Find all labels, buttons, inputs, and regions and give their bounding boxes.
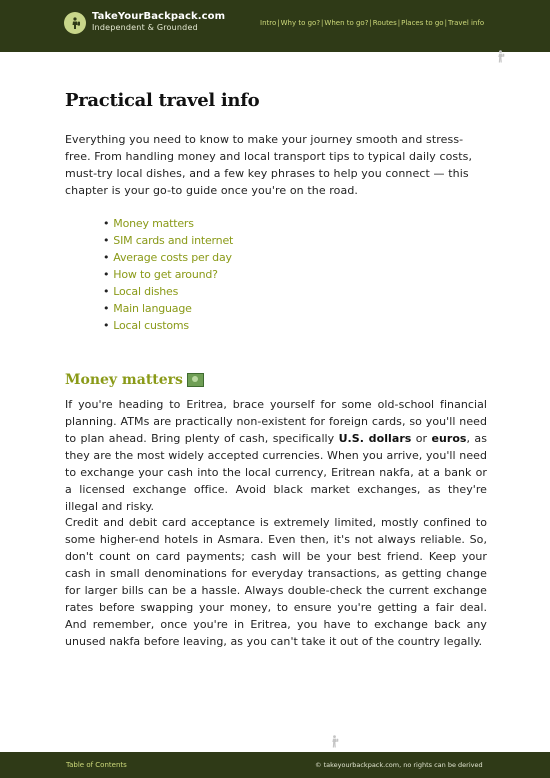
hiker-icon	[496, 48, 505, 67]
chapter-contents-list	[103, 215, 233, 334]
copyright-notice: © takeyourbackpack.com, no rights can be derived	[315, 761, 483, 769]
euro-highlight: euros	[431, 432, 467, 445]
money-paragraph-1-text-b: , as they are the most widely accepted currencies. When you arrive, you'll need to exchange your cash into the local currency, Eritrean nakfa, at a bank or a licensed exchange office. Avoid black market exchanges, as they're illegal and risky.	[65, 432, 487, 513]
nav-intro[interactable]: Intro	[260, 19, 277, 27]
nav-why-to-go[interactable]: Why to go?	[280, 19, 321, 27]
page-footer	[0, 752, 550, 778]
money-matters-heading-text: Money matters	[65, 372, 183, 388]
table-of-contents-link[interactable]: Table of Contents	[66, 761, 127, 769]
toc-item-get-around	[103, 266, 233, 283]
nav-travel-info[interactable]: Travel info	[447, 19, 485, 27]
money-paragraph-1	[65, 396, 487, 515]
toc-item-sim-cards	[103, 232, 233, 249]
nav-places-to-go[interactable]: Places to go	[401, 19, 444, 27]
money-matters-heading	[65, 372, 204, 388]
intro-paragraph: Everything you need to know to make your journey smooth and stress-free. From handling money and local transport tips to typical daily costs, must-try local dishes, and a few key phrases to help you connect — this chapter is your go-to guide once you're on the road.	[65, 133, 473, 197]
toc-item-money-matters	[103, 215, 233, 232]
toc-link-average-costs[interactable]: Average costs per day	[113, 251, 232, 264]
nav-separator: |	[397, 19, 401, 27]
toc-item-average-costs	[103, 249, 233, 266]
toc-link-sim-cards[interactable]: SIM cards and internet	[113, 234, 234, 247]
money-paragraph-1-or: or	[411, 432, 432, 445]
toc-item-local-customs	[103, 317, 233, 334]
nav-separator: |	[369, 19, 372, 27]
brand[interactable]	[92, 11, 225, 32]
toc-item-local-dishes	[103, 283, 233, 300]
usd-highlight: U.S. dollars	[338, 432, 412, 445]
nav-separator: |	[321, 19, 324, 27]
toc-link-main-language[interactable]: Main language	[113, 302, 192, 315]
nav-when-to-go[interactable]: When to go?	[324, 19, 369, 27]
banknote-icon	[187, 373, 204, 387]
backpack-logo-icon[interactable]	[64, 12, 86, 34]
nav-separator: |	[444, 19, 447, 27]
page-header	[0, 0, 550, 52]
brand-tagline: Independent & Grounded	[92, 23, 198, 32]
nav-separator: |	[277, 19, 280, 27]
page-title: Practical travel info	[65, 90, 260, 111]
toc-link-local-customs[interactable]: Local customs	[113, 319, 189, 332]
money-paragraph-1-text-a: If you're heading to Eritrea, brace yourself for some old-school financial planning. ATMs are practically non-existent for foreign cards, so you'll need to plan ahead. Bring plenty of cash, specifically	[65, 398, 487, 445]
toc-link-local-dishes[interactable]: Local dishes	[113, 285, 179, 298]
toc-link-get-around[interactable]: How to get around?	[113, 268, 218, 281]
brand-name: TakeYourBackpack.com	[92, 11, 226, 22]
hiker-icon	[330, 733, 339, 752]
top-navigation	[260, 19, 484, 27]
toc-item-main-language	[103, 300, 233, 317]
toc-link-money-matters[interactable]: Money matters	[113, 217, 194, 230]
nav-routes[interactable]: Routes	[372, 19, 397, 27]
money-paragraph-2: Credit and debit card acceptance is extremely limited, mostly confined to some higher-end hotels in Asmara. Even then, it's not always reliable. So, don't count on card payments; cash will be your best friend. Keep your cash in small denominations for everyday transactions, as getting change for larger bills can be a hassle. Always double-check the current exchange rates before swapping your money, to ensure you're getting a fair deal. And remember, once you're in Eritrea, you have to exchange back any unused nakfa before leaving, as you can't take it out of the country legally.	[65, 516, 487, 648]
